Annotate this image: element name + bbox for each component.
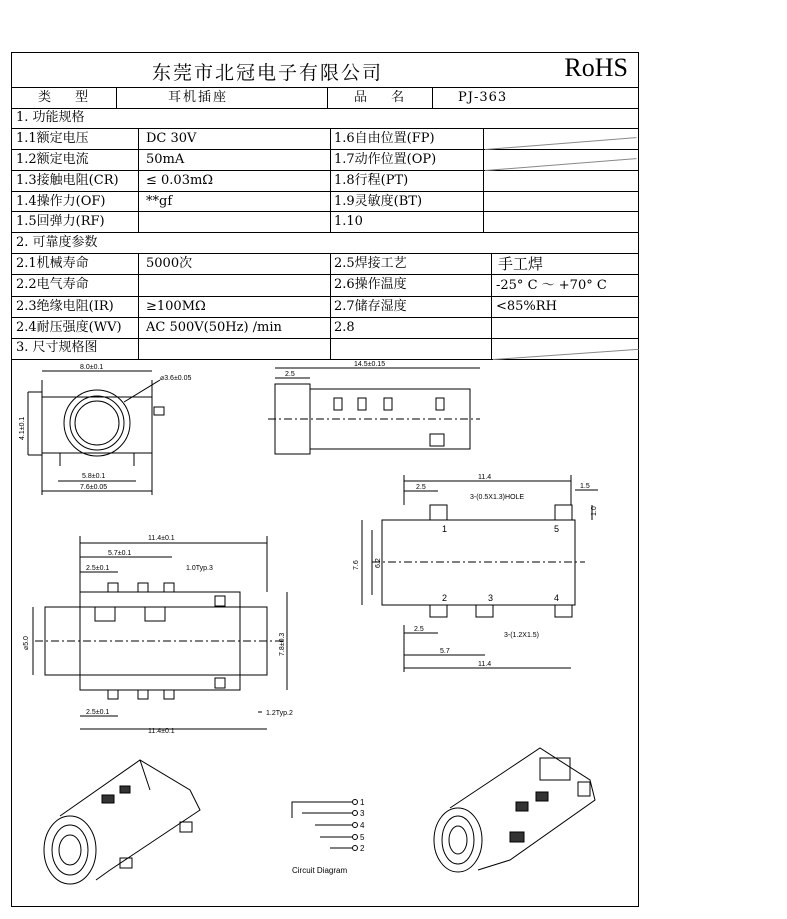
name-label: 品 名 (354, 90, 415, 105)
s1-r0-r-label: 1.6自由位置(FP) (334, 131, 435, 146)
name-value: PJ-363 (458, 90, 508, 105)
front-height: 4.1±0.1 (19, 416, 26, 440)
type-value: 耳机插座 (168, 90, 229, 105)
top-typ1: 1.0Typ.3 (186, 565, 213, 572)
s2-r3-r-label: 2.8 (334, 320, 355, 335)
pcb-pin2: 2 (442, 593, 448, 603)
s2-r2-l-label: 2.3绝缘电阻(IR) (16, 299, 114, 314)
s2-r2-l-value: ≥100MΩ (146, 299, 206, 314)
front-inner-w: 5.8±0.1 (82, 473, 106, 480)
pcb-layout-drawing (362, 475, 598, 672)
s2-r3-l-label: 2.4耐压强度(WV) (16, 320, 122, 335)
top-len: 11.4±0.1 (148, 535, 175, 542)
circuit-p5: 5 (360, 833, 365, 842)
iso-view-left-drawing (44, 760, 200, 884)
s1-r2-r-label: 1.8行程(PT) (334, 173, 409, 188)
s1-r0-l-label: 1.1额定电压 (16, 131, 89, 146)
pcb-pin1: 1 (442, 524, 448, 534)
s2-r1-r-label: 2.6操作温度 (334, 277, 407, 292)
s1-r3-r-label: 1.9灵敏度(BT) (334, 194, 423, 209)
s1-r0-l-value: DC 30V (146, 131, 197, 146)
top-dia: ⌀5.0 (23, 636, 30, 650)
top-height: 7.8±0.3 (279, 632, 286, 656)
s1-r2-l-label: 1.3接触电阻(CR) (16, 173, 119, 188)
pcb-pin4: 4 (554, 593, 560, 603)
section3-title: 3. 尺寸规格图 (16, 340, 98, 355)
s1-r1-l-value: 50mA (146, 152, 185, 167)
circuit-p2: 2 (360, 844, 365, 853)
section2-title: 2. 可靠度参数 (16, 235, 98, 250)
front-dia: ⌀3.6±0.05 (160, 375, 192, 382)
s1-r1-l-label: 1.2额定电流 (16, 152, 89, 167)
s2-r2-r-value: <85%RH (496, 299, 557, 314)
pcb-half: 6.2 (375, 558, 382, 568)
s2-r2-r-label: 2.7储存湿度 (334, 299, 407, 314)
top-pin-span: 5.7±0.1 (108, 550, 132, 557)
pcb-pad-h: 1.0 (591, 506, 598, 516)
pcb-pin5: 5 (554, 524, 560, 534)
section1-title: 1. 功能规格 (16, 110, 85, 125)
s2-r1-l-label: 2.2电气寿命 (16, 277, 89, 292)
side-off: 2.5 (285, 371, 295, 378)
pcb-hole: 3-(0.5X1.3)HOLE (470, 494, 525, 501)
front-width-top: 8.0±0.1 (80, 364, 104, 371)
side-len: 14.5±0.15 (354, 361, 386, 368)
s1-r4-l-label: 1.5回弹力(RF) (16, 214, 105, 229)
circuit-p1: 1 (360, 798, 365, 807)
top-typ2: 1.2Typ.2 (266, 710, 293, 717)
s2-r0-r-label: 2.5焊接工艺 (334, 256, 407, 271)
pcb-off-b: 2.5 (414, 626, 424, 633)
pcb-span: 5.7 (440, 648, 450, 655)
s2-r0-l-label: 2.1机械寿命 (16, 256, 89, 271)
iso-view-right-drawing (434, 748, 595, 872)
circuit-diagram-drawing (292, 800, 358, 851)
top-len-b: 11.4±0.1 (148, 728, 175, 735)
circuit-p3: 3 (360, 809, 365, 818)
pcb-len: 11.4 (478, 474, 492, 481)
top-pin-off: 2.5±0.1 (86, 565, 110, 572)
pcb-off: 2.5 (416, 484, 426, 491)
s2-r0-r-value: 手工焊 (498, 255, 544, 273)
rohs-mark: RoHS (564, 53, 628, 82)
s1-r1-r-label: 1.7动作位置(OP) (334, 152, 437, 167)
front-outer-w: 7.6±0.05 (80, 484, 108, 491)
s2-r1-r-value: -25° C ～ +70° C (496, 278, 607, 293)
s1-r3-l-label: 1.4操作力(OF) (16, 194, 106, 209)
top-pin-off-b: 2.5±0.1 (86, 709, 110, 716)
top-view-drawing (33, 536, 287, 729)
side-view-drawing (268, 368, 480, 454)
pcb-height: 7.6 (353, 560, 360, 570)
company-name: 东莞市北冠电子有限公司 (152, 62, 384, 84)
circuit-caption: Circuit Diagram (292, 866, 348, 875)
pcb-len-b: 11.4 (478, 661, 492, 668)
pcb-pin3: 3 (488, 593, 494, 603)
s1-r4-r-label: 1.10 (334, 214, 363, 229)
s2-r3-l-value: AC 500V(50Hz) /min (146, 320, 282, 335)
pcb-pad-w: 1.5 (580, 483, 590, 490)
pcb-pad3: 3-(1.2X1.5) (504, 632, 540, 639)
s1-r2-l-value: ≤ 0.03mΩ (146, 173, 214, 188)
s2-r0-l-value: 5000次 (146, 256, 193, 271)
type-label: 类 型 (38, 90, 99, 105)
circuit-p4: 4 (360, 821, 365, 830)
s1-r3-l-value: **gf (146, 194, 173, 209)
